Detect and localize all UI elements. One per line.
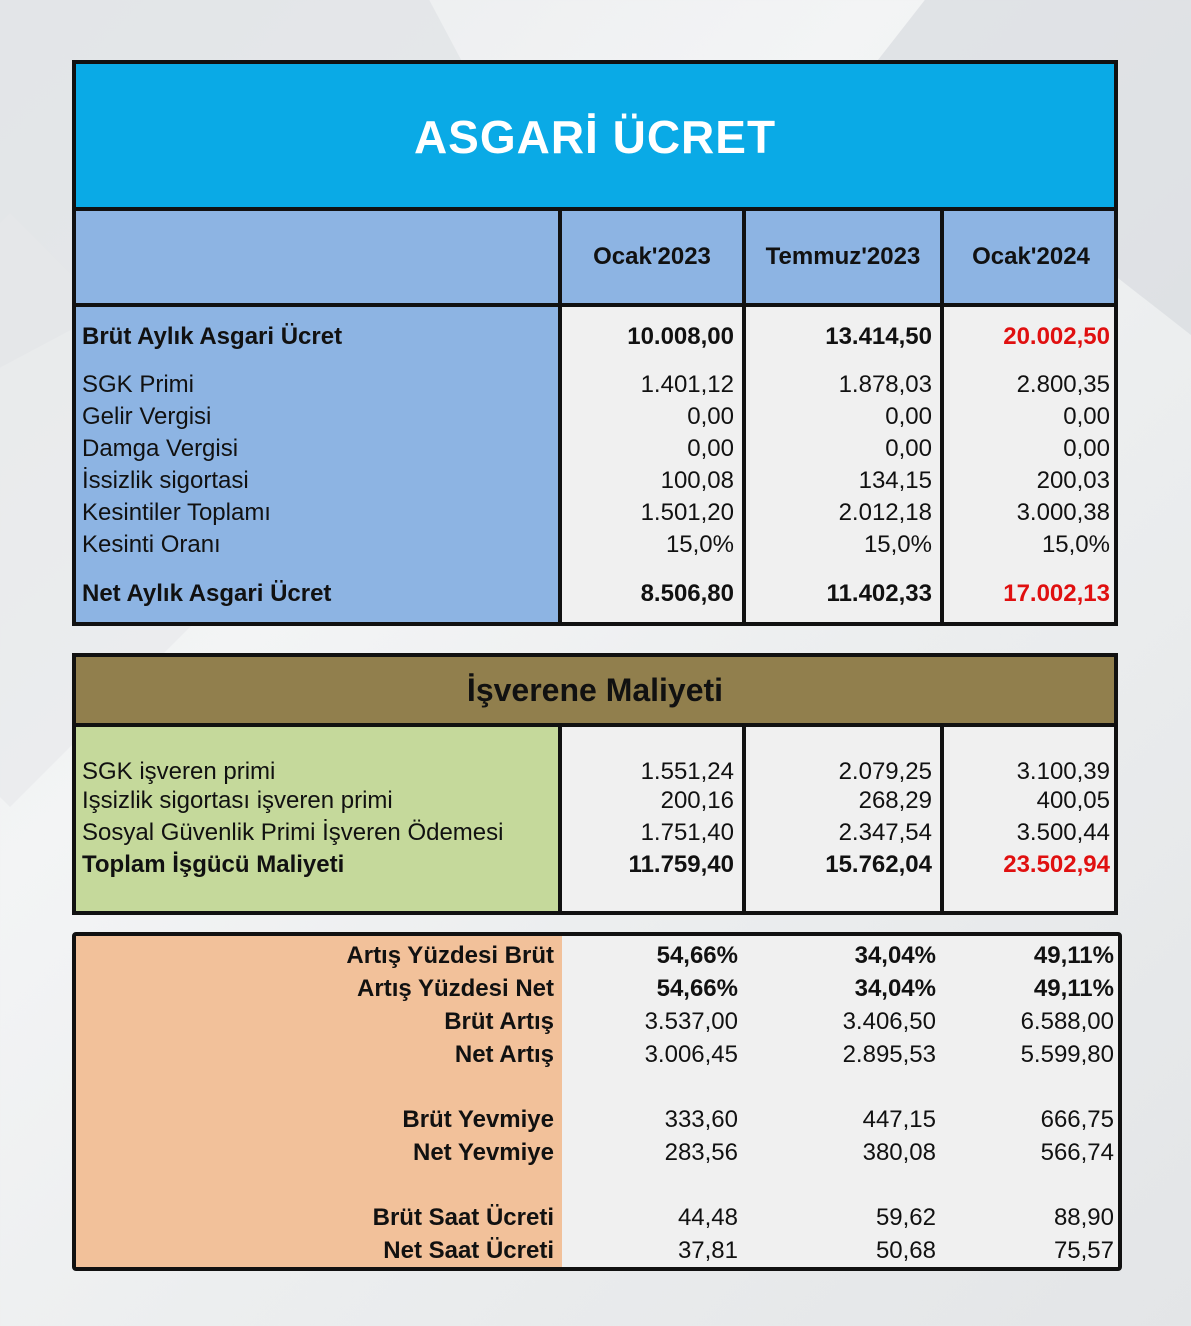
row-label: Net Artış [454,1041,554,1068]
column-header-row [76,211,1114,307]
column-divider [742,207,746,622]
cell-value: 666,75 [1040,1106,1114,1133]
cell-value: 200,03 [1036,467,1110,494]
employer-cost-table [72,653,1118,915]
row-label-net: Net Aylık Asgari Ücret [82,580,332,607]
row-label: İssizlik sigortasi [82,467,249,494]
cell-value: 1.878,03 [838,371,932,398]
net-value-highlight: 17.002,13 [1003,580,1110,607]
cell-value: 2.895,53 [842,1041,936,1068]
minimum-wage-table [72,60,1118,626]
gross-value: 10.008,00 [627,323,734,350]
cell-value: 2.012,18 [838,499,932,526]
row-label: Gelir Vergisi [82,403,212,430]
total-value-highlight: 23.502,94 [1003,851,1110,878]
employer-cost-header [76,657,1114,727]
total-value: 15.762,04 [825,851,932,878]
cell-value: 49,11% [1033,975,1114,1002]
row-label: Işsizlik sigortası işveren primi [82,787,393,814]
cell-value: 0,00 [687,435,734,462]
cell-value: 54,66% [656,942,738,969]
column-header: Ocak'2023 [593,243,711,270]
cell-value: 1.551,24 [640,758,734,785]
column-header: Temmuz'2023 [765,243,921,270]
cell-value: 1.401,12 [640,371,734,398]
net-value: 11.402,33 [826,580,932,607]
row-label: Brüt Artış [444,1008,554,1035]
gross-value: 13.414,50 [825,323,932,350]
gross-value-highlight: 20.002,50 [1003,323,1110,350]
column-divider [940,207,944,622]
cell-value: 34,04% [854,942,936,969]
column-divider [558,723,562,911]
cell-value: 447,15 [862,1106,936,1133]
cell-value: 75,57 [1053,1237,1114,1264]
net-value: 8.506,80 [640,580,734,607]
cell-value: 5.599,80 [1020,1041,1114,1068]
cell-value: 3.100,39 [1016,758,1110,785]
cell-value: 3.000,38 [1016,499,1110,526]
cell-value: 6.588,00 [1020,1008,1114,1035]
row-label: Brüt Saat Ücreti [372,1204,554,1231]
page-title: ASGARİ ÜCRET [413,111,777,163]
cell-value: 380,08 [862,1139,936,1166]
row-label: Kesintiler Toplamı [82,499,271,526]
row-label: Net Saat Ücreti [383,1237,554,1264]
row-label: Artış Yüzdesi Brüt [346,942,554,969]
cell-value: 54,66% [656,975,738,1002]
label-column [76,307,558,622]
cell-value: 400,05 [1036,787,1110,814]
column-divider [940,723,944,911]
cell-value: 44,48 [677,1204,738,1231]
cell-value: 3.406,50 [842,1008,936,1035]
cell-value: 15,0% [1041,531,1110,558]
cell-value: 2.079,25 [838,758,932,785]
cell-value: 49,11% [1033,942,1114,969]
cell-value: 0,00 [885,435,932,462]
row-label: Kesinti Oranı [82,531,221,558]
row-label-total: Toplam İşgücü Maliyeti [82,851,345,878]
row-label: SGK Primi [82,371,195,398]
cell-value: 100,08 [660,467,734,494]
column-divider [558,207,562,622]
cell-value: 268,29 [858,787,932,814]
cell-value: 3.006,45 [644,1041,738,1068]
cell-value: 15,0% [863,531,932,558]
cell-value: 3.500,44 [1016,819,1110,846]
cell-value: 0,00 [1063,435,1110,462]
total-value: 11.759,40 [628,851,734,878]
cell-value: 0,00 [885,403,932,430]
row-label: Damga Vergisi [82,435,239,462]
cell-value: 15,0% [665,531,734,558]
row-label: Brüt Yevmiye [402,1106,554,1133]
cell-value: 59,62 [875,1204,936,1231]
column-divider [742,723,746,911]
row-label: Artış Yüzdesi Net [357,975,554,1002]
cell-value: 566,74 [1040,1139,1114,1166]
cell-value: 34,04% [854,975,936,1002]
cell-value: 134,15 [858,467,932,494]
cell-value: 1.501,20 [640,499,734,526]
row-label: Sosyal Güvenlik Primi İşveren Ödemesi [82,819,504,846]
row-label: SGK işveren primi [82,758,276,785]
cell-value: 50,68 [875,1237,936,1264]
cell-value: 3.537,00 [644,1008,738,1035]
cell-value: 1.751,40 [640,819,734,846]
title-band [76,64,1114,211]
cell-value: 2.800,35 [1016,371,1110,398]
cell-value: 0,00 [687,403,734,430]
cell-value: 283,56 [664,1139,738,1166]
row-label: Net Yevmiye [413,1139,554,1166]
cell-value: 37,81 [677,1237,738,1264]
cell-value: 88,90 [1053,1204,1114,1231]
employer-cost-title: İşverene Maliyeti [466,672,724,708]
increase-table [72,932,1122,1271]
cell-value: 0,00 [1063,403,1110,430]
column-header: Ocak'2024 [972,243,1090,270]
cell-value: 2.347,54 [838,819,932,846]
row-label-gross: Brüt Aylık Asgari Ücret [82,323,343,350]
cell-value: 333,60 [664,1106,738,1133]
cell-value: 200,16 [660,787,734,814]
